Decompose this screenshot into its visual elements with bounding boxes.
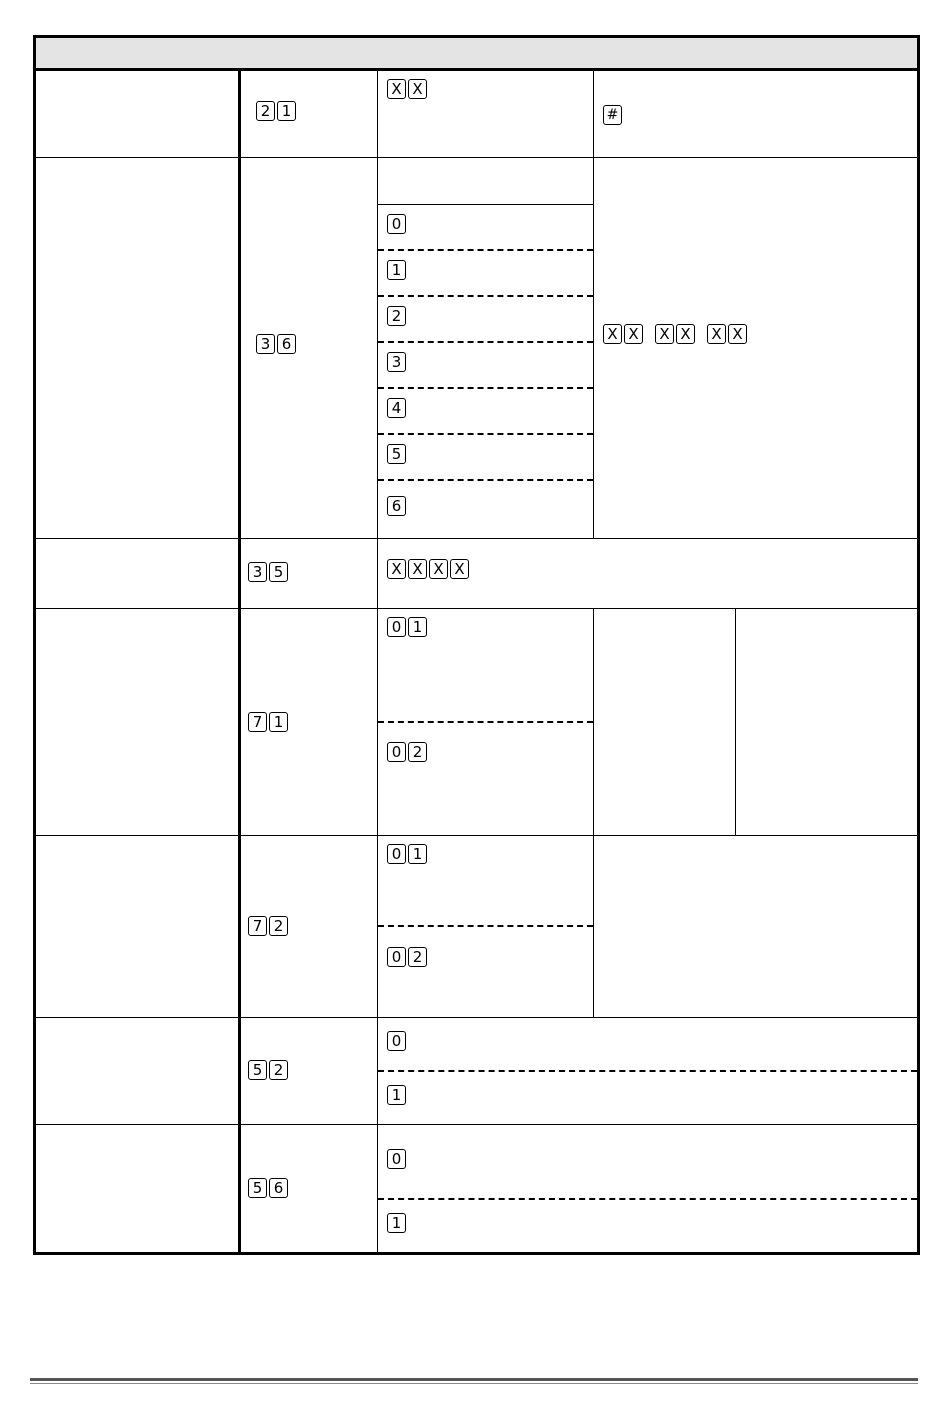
- keypad-key-icon: X: [676, 324, 695, 344]
- code-keys-36: [256, 333, 298, 355]
- keypad-key-icon: 0: [387, 617, 406, 637]
- keypad-key-icon: 6: [277, 334, 296, 354]
- keypad-key-icon: 6: [387, 496, 406, 516]
- keypad-key-icon: 0: [387, 1149, 406, 1169]
- header-divider: [33, 68, 920, 71]
- keypad-key-icon: 2: [408, 947, 427, 967]
- keypad-key-icon: 0: [387, 214, 406, 234]
- keypad-key-icon: X: [655, 324, 674, 344]
- keypad-key-icon: X: [707, 324, 726, 344]
- keypad-key-icon: 1: [387, 1085, 406, 1105]
- keypad-key-icon: 3: [256, 334, 275, 354]
- column-divider-3a: [593, 69, 594, 158]
- option-dash-1: [378, 249, 593, 251]
- keypad-key-icon: 1: [277, 101, 296, 121]
- keypad-key-icon: 1: [408, 844, 427, 864]
- keypad-key-icon: 2: [387, 306, 406, 326]
- keypad-key-icon: 2: [269, 916, 288, 936]
- keypad-key-icon: X: [387, 559, 406, 579]
- value-keys-xx: [387, 78, 429, 100]
- code-keys-21: [256, 100, 298, 122]
- keypad-key-icon: 2: [408, 742, 427, 762]
- option-keys-02: [387, 741, 429, 763]
- keypad-key-icon: 1: [408, 617, 427, 637]
- keypad-key-icon: 5: [269, 562, 288, 582]
- option-key-4: [387, 397, 408, 419]
- keypad-key-icon: 7: [248, 712, 267, 732]
- row-divider-2: [36, 538, 917, 539]
- column-divider-3b: [593, 158, 594, 538]
- option-key-6: [387, 495, 408, 517]
- option-keys-02: [387, 946, 429, 968]
- code-keys-35: [248, 561, 290, 583]
- keypad-key-icon: 1: [269, 712, 288, 732]
- keypad-key-icon: X: [408, 559, 427, 579]
- keypad-key-icon: 7: [248, 916, 267, 936]
- keypad-key-icon: 2: [256, 101, 275, 121]
- code-keys-71: [248, 711, 290, 733]
- value-keys-xxxx: [387, 558, 471, 580]
- keypad-key-icon: 6: [269, 1178, 288, 1198]
- option-keys-01: [387, 616, 429, 638]
- keypad-key-icon: 0: [387, 947, 406, 967]
- footer-rule-thin: [30, 1383, 918, 1384]
- option-key-3: [387, 351, 408, 373]
- row-divider-3: [36, 608, 917, 609]
- footer-rule: [30, 1378, 918, 1381]
- options-top-divider: [378, 204, 593, 205]
- keypad-key-icon: 0: [387, 1031, 406, 1051]
- option-key-5: [387, 443, 408, 465]
- option-dash-72: [378, 925, 593, 927]
- column-divider-1: [238, 69, 241, 1254]
- row-divider-4: [36, 835, 917, 836]
- table-border-left: [33, 35, 36, 1255]
- option-dash-71: [378, 721, 593, 723]
- row-divider-5: [36, 1017, 917, 1018]
- note-key-groups: [603, 323, 749, 345]
- option-dash-2: [378, 295, 593, 297]
- code-keys-52: [248, 1059, 290, 1081]
- option-key-0: [387, 1148, 408, 1170]
- keypad-key-icon: 0: [387, 844, 406, 864]
- keypad-key-icon: 0: [387, 742, 406, 762]
- keypad-key-icon: 1: [387, 260, 406, 280]
- option-dash-6: [378, 479, 593, 481]
- option-key-0: [387, 1030, 408, 1052]
- keypad-key-icon: 2: [269, 1060, 288, 1080]
- keypad-key-icon: X: [450, 559, 469, 579]
- pound-key-icon: #: [603, 105, 622, 125]
- table-border-right: [917, 35, 920, 1255]
- keypad-key-icon: X: [429, 559, 448, 579]
- option-dash-56: [378, 1198, 917, 1200]
- table-border-bottom: [33, 1252, 920, 1255]
- keypad-key-icon: 4: [387, 398, 406, 418]
- keypad-key-icon: X: [603, 324, 622, 344]
- table-border-top: [33, 35, 920, 38]
- code-keys-72: [248, 915, 290, 937]
- keypad-key-icon: 1: [387, 1213, 406, 1233]
- keypad-key-icon: X: [624, 324, 643, 344]
- keypad-key-icon: X: [728, 324, 747, 344]
- column-divider-3c: [593, 609, 594, 1018]
- keypad-key-icon: 5: [387, 444, 406, 464]
- note-keys-pound: [603, 104, 624, 126]
- column-divider-4: [735, 609, 736, 836]
- keypad-key-icon: X: [408, 79, 427, 99]
- option-key-2: [387, 305, 408, 327]
- code-keys-56: [248, 1177, 290, 1199]
- option-dash-4: [378, 387, 593, 389]
- option-dash-3: [378, 341, 593, 343]
- option-keys-01: [387, 843, 429, 865]
- option-dash-52: [378, 1070, 917, 1072]
- column-divider-2: [377, 69, 378, 1254]
- keypad-key-icon: 3: [387, 352, 406, 372]
- row-divider-1: [36, 157, 917, 158]
- keypad-key-icon: 5: [248, 1178, 267, 1198]
- keypad-key-icon: 3: [248, 562, 267, 582]
- option-key-1: [387, 1084, 408, 1106]
- option-key-1: [387, 1212, 408, 1234]
- keypad-key-icon: X: [387, 79, 406, 99]
- table-header-bar: [35, 37, 918, 69]
- option-dash-5: [378, 433, 593, 435]
- keypad-key-icon: 5: [248, 1060, 267, 1080]
- option-key-0: [387, 213, 408, 235]
- row-divider-6: [36, 1124, 917, 1125]
- option-key-1: [387, 259, 408, 281]
